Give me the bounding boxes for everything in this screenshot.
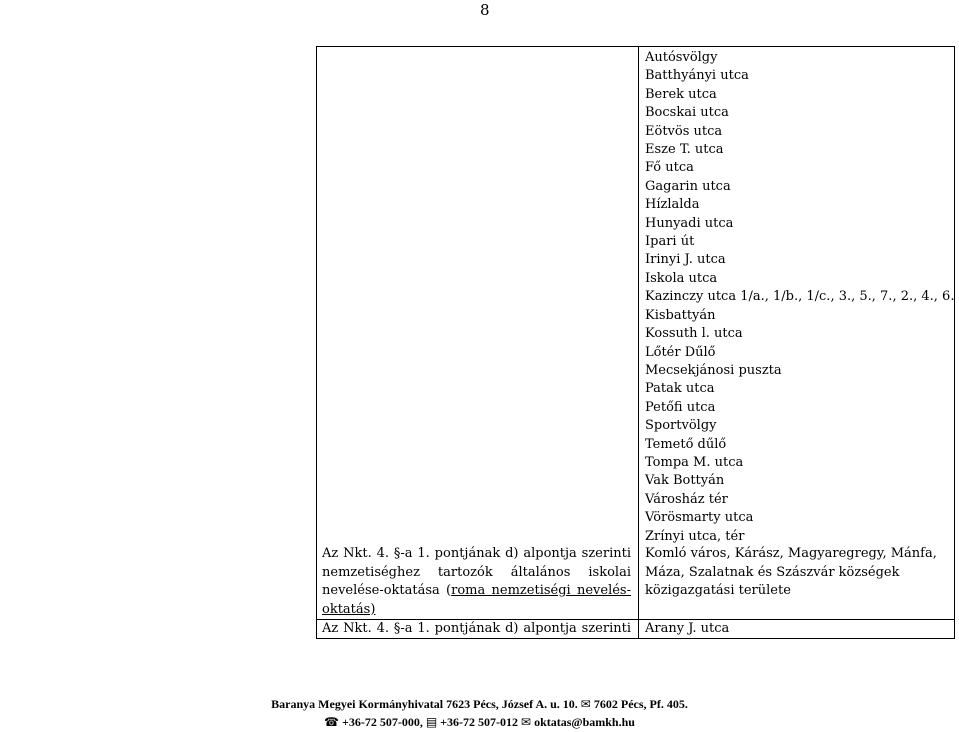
fax-icon: ▤ [425, 715, 438, 729]
street-item: Berek utca [645, 86, 717, 102]
cell-line: Az Nkt. 4. §-a 1. pontjának d) alpontja szerinti [322, 621, 631, 636]
phone-icon: ☎ [324, 715, 339, 729]
school-type-cell-2 [322, 620, 631, 639]
street-item: Kazinczy utca 1/a., 1/b., 1/c., 3., 5., 7., 2., 4., 6. [645, 289, 955, 305]
street-item: Gagarin utca [645, 178, 731, 194]
street-item: Zrínyi utca, tér [645, 528, 745, 544]
table-left-border [316, 46, 317, 639]
email-icon: ✉ [521, 715, 532, 729]
street-item: Vak Bottyán [645, 473, 725, 489]
street-item: Petőfi utca [645, 399, 716, 415]
street-item: Eötvös utca [645, 123, 723, 139]
street-item: Tompa M. utca [645, 454, 744, 470]
street-cell: Arany J. utca [645, 621, 730, 636]
cell-line: Az Nkt. 4. §-a 1. pontjának d) alpontja szerinti [322, 546, 631, 561]
street-item: Hunyadi utca [645, 215, 734, 231]
school-type-cell [322, 545, 631, 619]
cell-line: oktatás) [322, 601, 376, 617]
street-item: Sportvölgy [645, 418, 717, 434]
footer-pobox: 7602 Pécs, Pf. 405. [593, 697, 688, 711]
footer-email[interactable]: oktatas@bamkh.hu [534, 715, 635, 729]
street-item: Kisbattyán [645, 307, 716, 323]
table-top-border [316, 46, 955, 47]
footer-line-1 [0, 697, 959, 712]
street-item: Esze T. utca [645, 142, 724, 158]
street-item: Mecsekjánosi puszta [645, 362, 782, 378]
footer-address: Baranya Megyei Kormányhivatal 7623 Pécs, József A. u. 10. [271, 697, 578, 711]
street-item: Fő utca [645, 160, 694, 176]
street-item: Városház tér [645, 491, 728, 507]
street-item: Patak utca [645, 381, 715, 397]
street-item: Iskola utca [645, 270, 718, 286]
street-item: Kossuth l. utca [645, 326, 743, 342]
street-item: Vörösmarty utca [645, 510, 754, 526]
cell-line: közigazgatási területe [645, 583, 791, 598]
street-item: Hízlalda [645, 197, 700, 213]
footer-phone: +36-72 507-000, [341, 715, 423, 729]
street-item: Irinyi J. utca [645, 252, 726, 268]
page-number: 8 [480, 1, 490, 19]
street-item: Bocskai utca [645, 105, 729, 121]
street-item: Batthyányi utca [645, 68, 749, 84]
street-item: Lőtér Dűlő [645, 344, 716, 360]
street-list [645, 49, 954, 546]
district-cell [645, 545, 937, 601]
footer-fax: +36-72 507-012 [440, 715, 519, 729]
column-divider [638, 46, 639, 639]
cell-line: nemzetiséghez tartozók általános iskolai [322, 564, 631, 580]
footer-line-2 [0, 715, 959, 730]
mailbox-icon: ✉ [580, 697, 591, 711]
cell-line: nevelése-oktatása (roma nemzetiségi nevelés- [322, 583, 631, 598]
street-item: Temető dűlő [645, 436, 727, 452]
cell-line: Máza, Szalatnak és Szászvár községek [645, 564, 900, 580]
street-item: Autósvölgy [645, 50, 718, 65]
cell-line: Komló város, Kárász, Magyaregregy, Mánfa, [645, 546, 937, 561]
street-item: Ipari út [645, 234, 695, 250]
